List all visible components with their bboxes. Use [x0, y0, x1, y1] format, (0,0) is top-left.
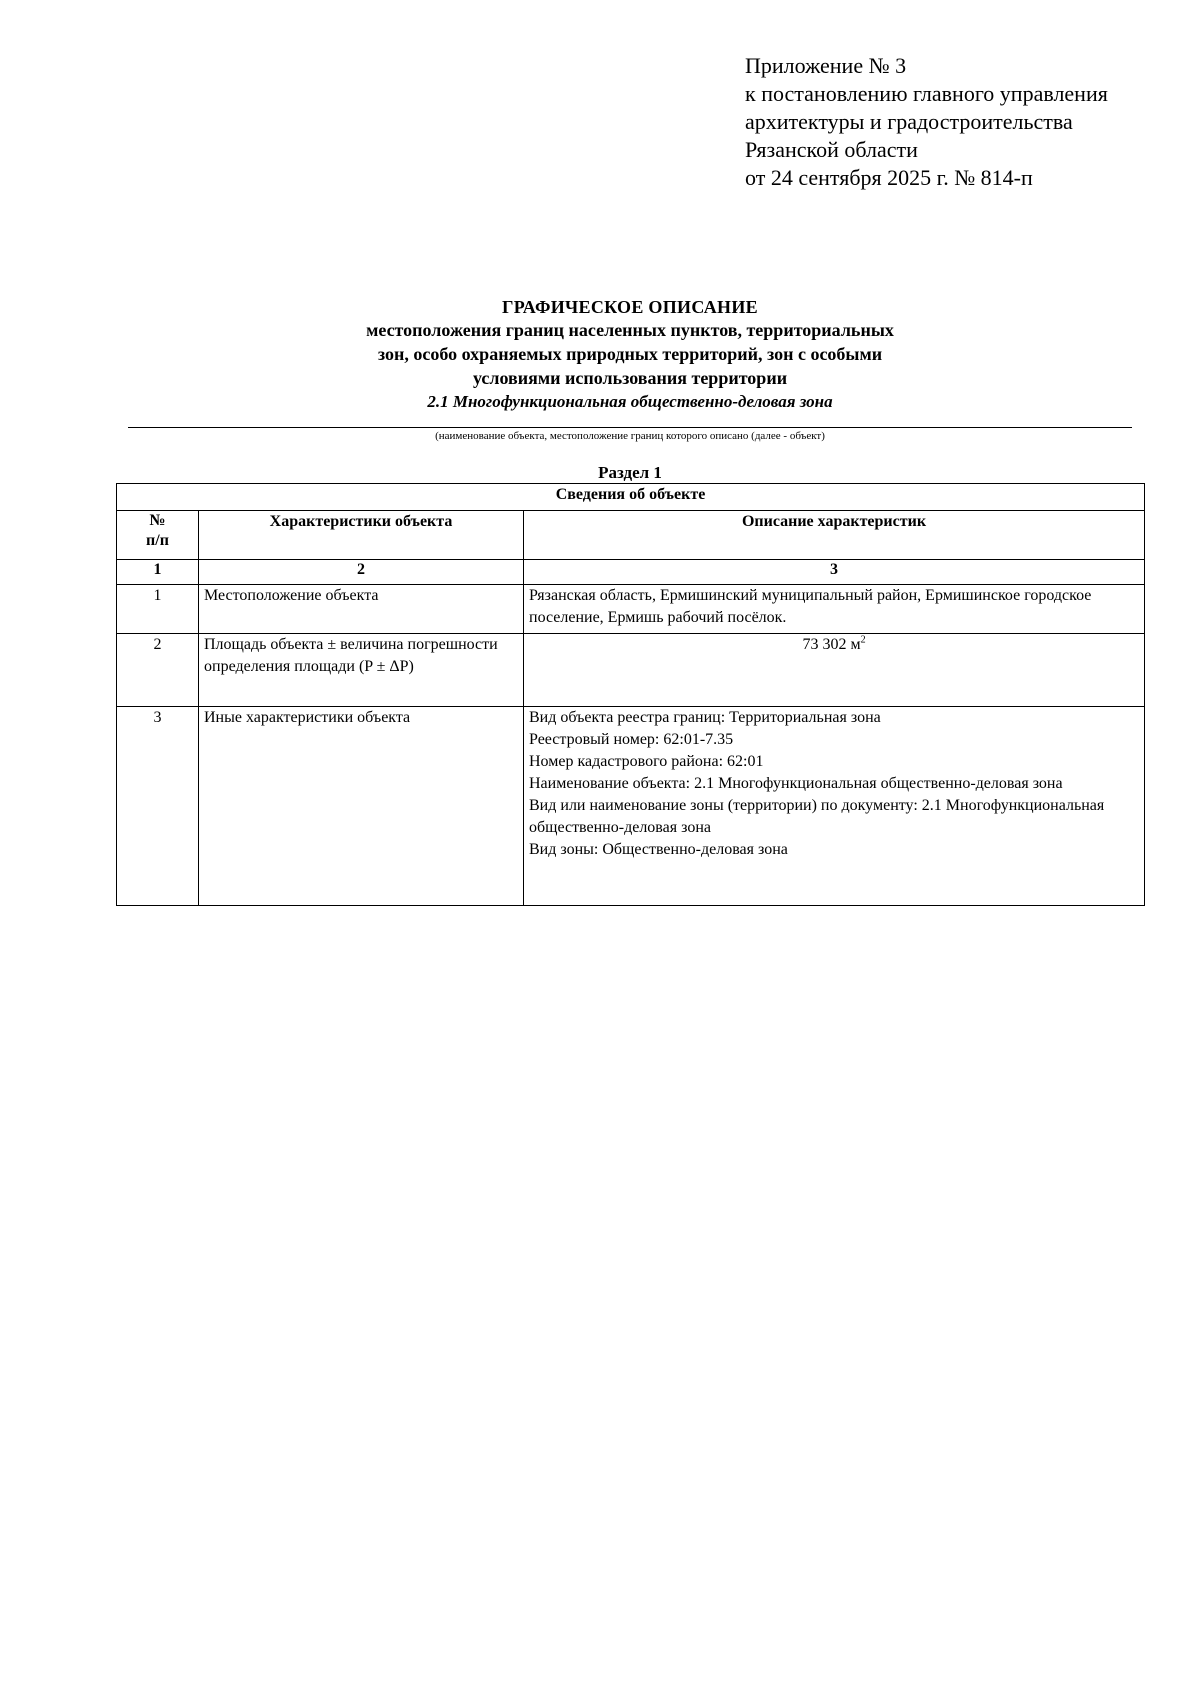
table-caption-row [117, 484, 1145, 511]
area-unit-superscript: 2 [860, 634, 866, 646]
appendix-line: архитектуры и градостроительства [745, 109, 1073, 134]
area-value: 73 302 м [802, 636, 861, 653]
row-number: 2 [117, 634, 199, 707]
appendix-block [745, 52, 1108, 192]
table-row [117, 707, 1145, 906]
appendix-line: к постановлению главного управления [745, 81, 1108, 106]
table-header-row [117, 511, 1145, 560]
header-description: Описание характеристик [524, 511, 1145, 560]
header-number-line: № [149, 512, 166, 529]
row-description [524, 707, 1145, 906]
column-index: 1 [117, 560, 199, 585]
appendix-line: Приложение № 3 [745, 53, 907, 78]
document-title: ГРАФИЧЕСКОЕ ОПИСАНИЕ [502, 297, 758, 317]
header-number-line: п/п [146, 532, 169, 549]
description-line: Номер кадастрового района: 62:01 [529, 753, 764, 770]
object-name: 2.1 Многофункциональная общественно-деловая зона [427, 392, 833, 411]
appendix-line: от 24 сентября 2025 г. № 814-п [745, 165, 1033, 190]
document-subtitle-line: зон, особо охраняемых природных территорий, зон с особыми [377, 344, 883, 364]
header-number [117, 511, 199, 560]
document-subtitle-line: условиями использования территории [472, 368, 788, 388]
appendix-line: Рязанской области [745, 137, 918, 162]
description-line: Вид объекта реестра границ: Территориальная зона [529, 709, 881, 726]
document-title-block [120, 296, 1140, 413]
table-row [117, 585, 1145, 634]
header-characteristic: Характеристики объекта [199, 511, 524, 560]
row-characteristic: Иные характеристики объекта [199, 707, 524, 906]
object-name-caption: (наименование объекта, местоположение границ которого описано (далее - объект) [435, 430, 825, 442]
table-caption: Сведения об объекте [117, 484, 1145, 511]
column-index-row [117, 560, 1145, 585]
row-number: 3 [117, 707, 199, 906]
row-characteristic: Местоположение объекта [199, 585, 524, 634]
object-info-table [116, 483, 1145, 906]
table-row [117, 634, 1145, 707]
row-area-value [524, 634, 1145, 707]
description-line: Вид зоны: Общественно-деловая зона [529, 841, 788, 858]
row-characteristic: Площадь объекта ± величина погрешности определения площади (P ± ΔP) [199, 634, 524, 707]
description-line: Вид или наименование зоны (территории) по документу: 2.1 Многофункциональная общественно-деловая зона [529, 797, 1105, 836]
row-number: 1 [117, 585, 199, 634]
row-description: Рязанская область, Ермишинский муниципальный район, Ермишинское городское поселение, Ермишь рабочий посёлок. [524, 585, 1145, 634]
column-index: 3 [524, 560, 1145, 585]
object-name-underline [128, 427, 1132, 428]
description-line: Наименование объекта: 2.1 Многофункциональная общественно-деловая зона [529, 775, 1063, 792]
document-subtitle-line: местоположения границ населенных пунктов, территориальных [366, 320, 894, 340]
description-line: Реестровый номер: 62:01-7.35 [529, 731, 734, 748]
column-index: 2 [199, 560, 524, 585]
section-title: Раздел 1 [598, 463, 662, 482]
